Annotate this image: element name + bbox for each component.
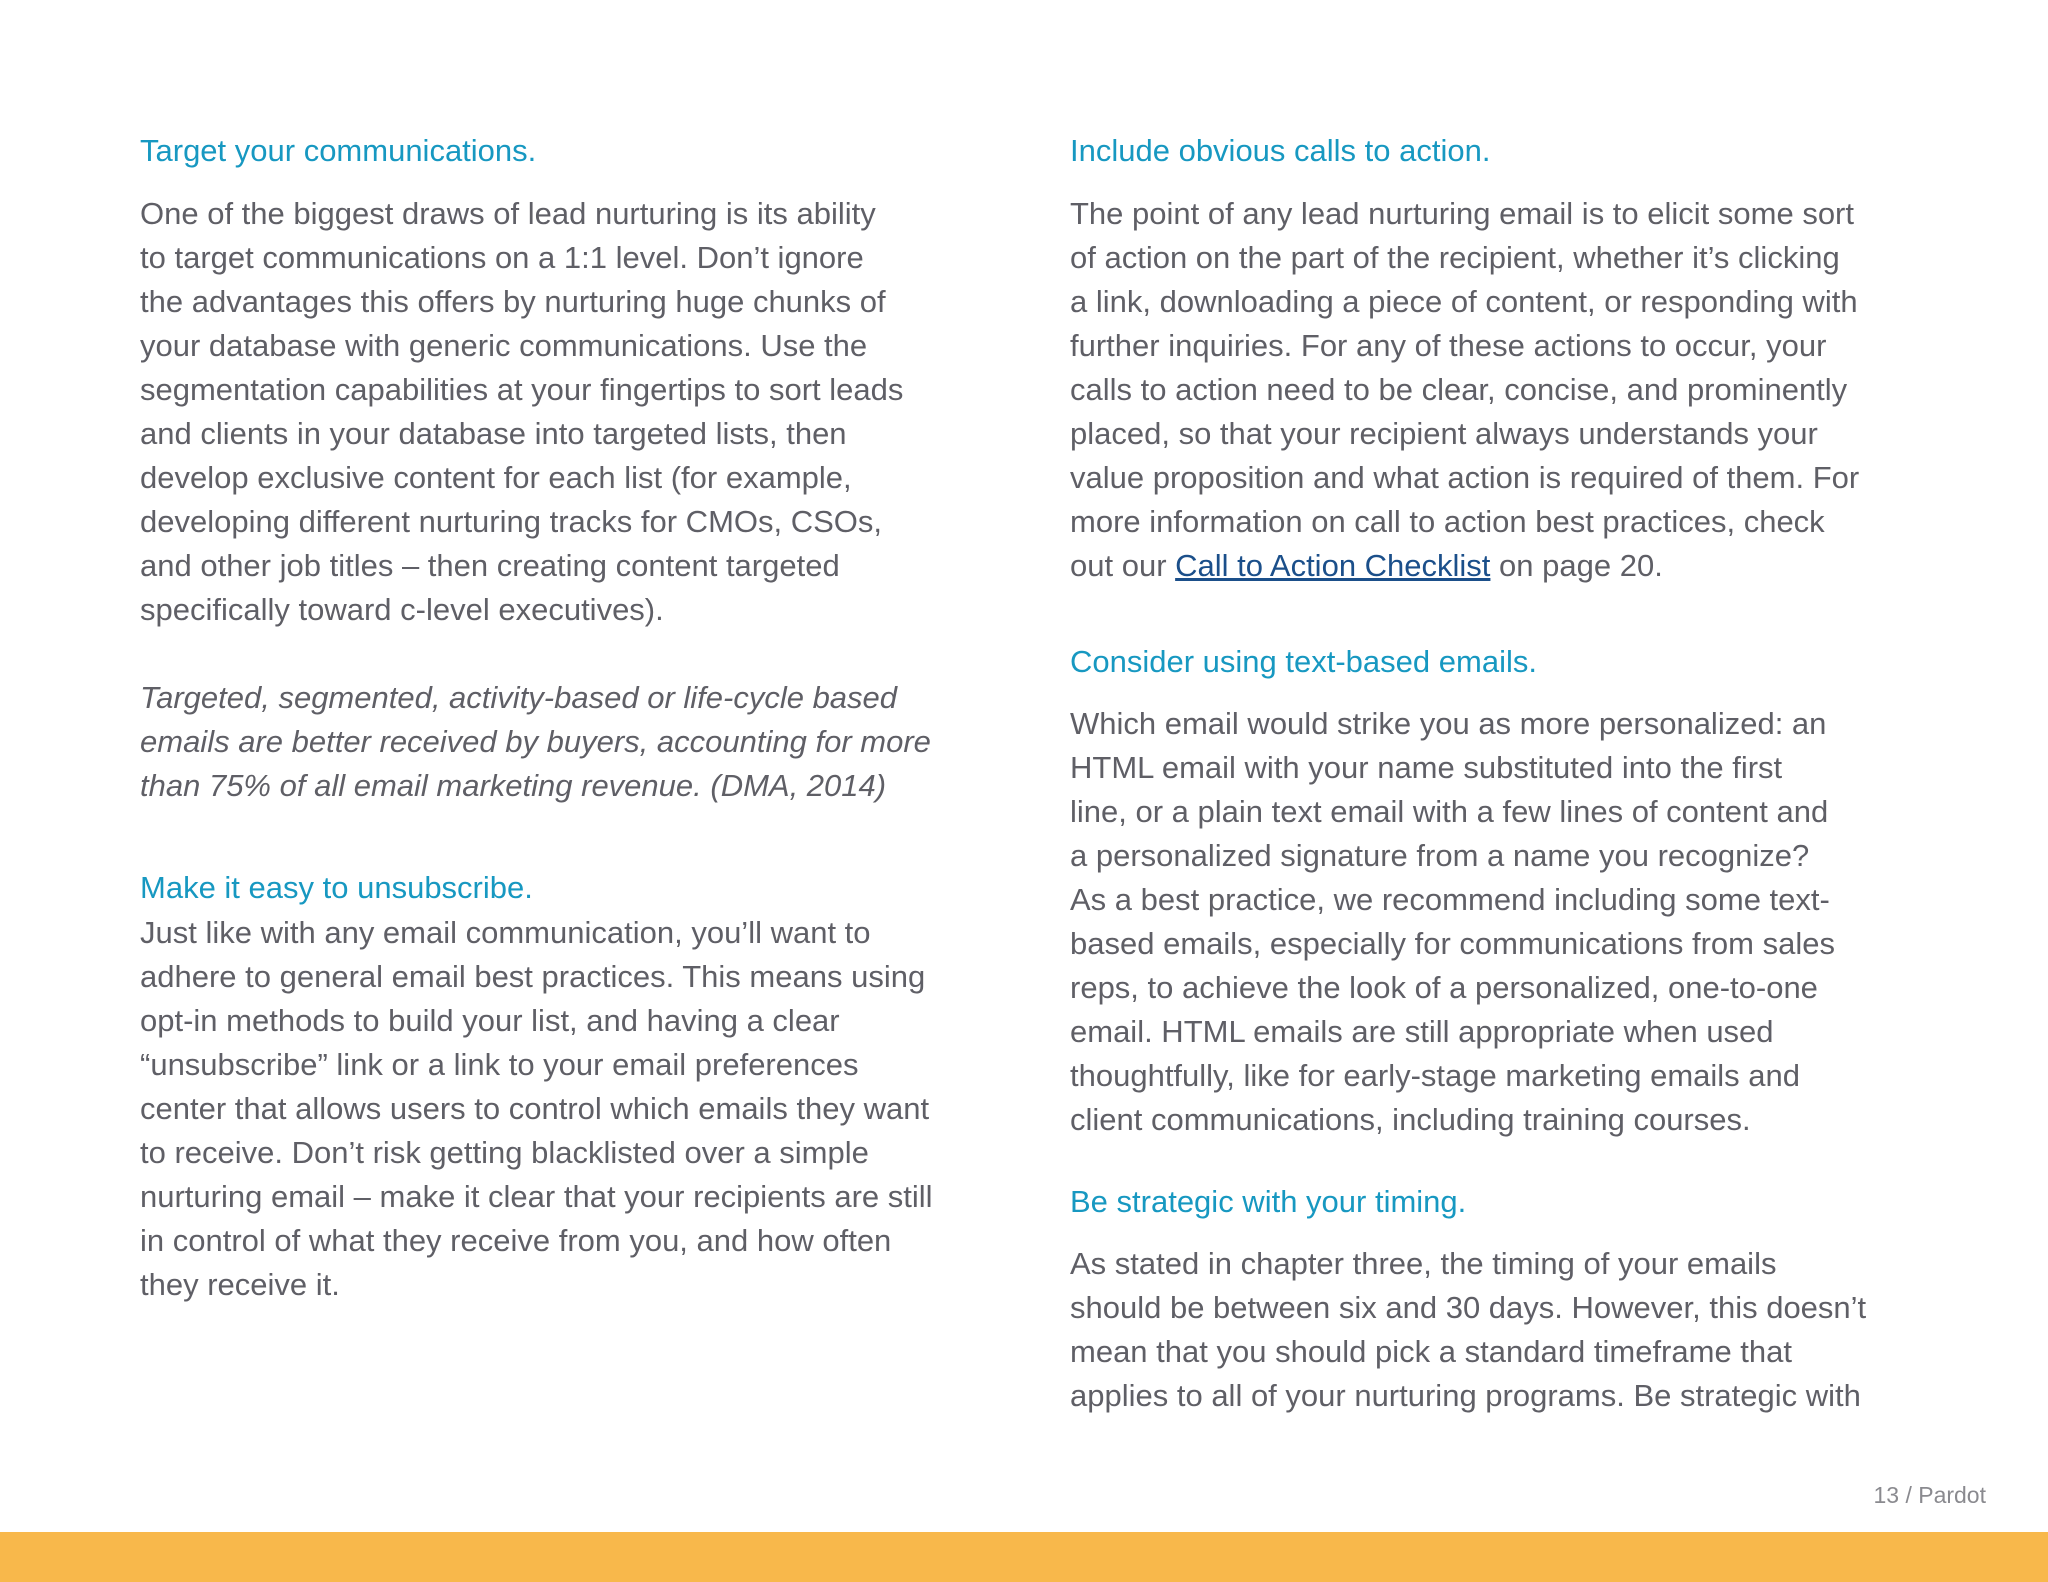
text-line: than 75% of all email marketing revenue. (DMA, 2014) xyxy=(140,768,887,803)
text-line: mean that you should pick a standard timeframe that xyxy=(1070,1334,1793,1369)
text-line: As a best practice, we recommend including some text- xyxy=(1070,882,1830,917)
text-line: further inquiries. For any of these actions to occur, your xyxy=(1070,328,1827,363)
text-line: center that allows users to control which emails they want xyxy=(140,1091,930,1126)
text-line: a link, downloading a piece of content, or responding with xyxy=(1070,284,1858,319)
text-line: to receive. Don’t risk getting blacklisted over a simple xyxy=(140,1135,869,1170)
text-fragment: on page 20. xyxy=(1490,548,1663,583)
text-line: based emails, especially for communications from sales xyxy=(1070,926,1835,961)
paragraph-text-based-emails xyxy=(1070,702,1835,1142)
text-line: The point of any lead nurturing email is to elicit some sort xyxy=(1070,196,1854,231)
text-line: value proposition and what action is required of them. For xyxy=(1070,460,1860,495)
text-line: in control of what they receive from you, and how often xyxy=(140,1223,892,1258)
text-line: reps, to achieve the look of a personalized, one-to-one xyxy=(1070,970,1818,1005)
text-line: email. HTML emails are still appropriate when used xyxy=(1070,1014,1774,1049)
heading-calls-to-action: Include obvious calls to action. xyxy=(1070,133,1491,168)
text-line: and other job titles – then creating content targeted xyxy=(140,548,840,583)
text-line: nurturing email – make it clear that your recipients are still xyxy=(140,1179,933,1214)
paragraph-target-communications xyxy=(140,192,903,632)
text-line: develop exclusive content for each list (for example, xyxy=(140,460,852,495)
text-line: “unsubscribe” link or a link to your email preferences xyxy=(140,1047,859,1082)
text-line: Targeted, segmented, activity-based or life-cycle based xyxy=(140,680,898,715)
text-line: specifically toward c-level executives). xyxy=(140,592,664,627)
text-line: to target communications on a 1:1 level. Don’t ignore xyxy=(140,240,864,275)
text-line: Just like with any email communication, you’ll want to xyxy=(140,915,871,950)
text-line: applies to all of your nurturing programs. Be strategic with xyxy=(1070,1378,1861,1413)
text-line: the advantages this offers by nurturing huge chunks of xyxy=(140,284,886,319)
text-line: and clients in your database into targeted lists, then xyxy=(140,416,847,451)
text-line: should be between six and 30 days. However, this doesn’t xyxy=(1070,1290,1867,1325)
text-line: HTML email with your name substituted into the first xyxy=(1070,750,1783,785)
heading-target-communications: Target your communications. xyxy=(140,133,537,168)
text-line: One of the biggest draws of lead nurturing is its ability xyxy=(140,196,876,231)
call-to-action-checklist-link[interactable]: Call to Action Checklist xyxy=(1175,548,1491,583)
text-line: Which email would strike you as more personalized: an xyxy=(1070,706,1827,741)
statistic-quote xyxy=(140,676,931,808)
text-line: more information on call to action best practices, check xyxy=(1070,504,1825,539)
page-number: 13 / Pardot xyxy=(1873,1482,1986,1508)
text-fragment: out our xyxy=(1070,548,1176,583)
text-line: they receive it. xyxy=(140,1267,340,1302)
heading-timing: Be strategic with your timing. xyxy=(1070,1184,1467,1219)
heading-unsubscribe: Make it easy to unsubscribe. xyxy=(140,870,533,905)
text-line: adhere to general email best practices. This means using xyxy=(140,959,926,994)
text-line: calls to action need to be clear, concise, and prominently xyxy=(1070,372,1848,407)
text-line: emails are better received by buyers, accounting for more xyxy=(140,724,931,759)
text-line: line, or a plain text email with a few lines of content and xyxy=(1070,794,1829,829)
text-line: developing different nurturing tracks for CMOs, CSOs, xyxy=(140,504,883,539)
heading-text-based-emails: Consider using text-based emails. xyxy=(1070,644,1537,679)
paragraph-timing xyxy=(1070,1242,1866,1418)
text-line: placed, so that your recipient always understands your xyxy=(1070,416,1818,451)
text-line: segmentation capabilities at your fingertips to sort leads xyxy=(140,372,904,407)
text-line: your database with generic communications. Use the xyxy=(140,328,868,363)
text-line-with-link xyxy=(1070,544,1859,588)
text-line: client communications, including training courses. xyxy=(1070,1102,1751,1137)
text-line: As stated in chapter three, the timing of your emails xyxy=(1070,1246,1777,1281)
text-line: opt-in methods to build your list, and having a clear xyxy=(140,1003,840,1038)
text-line: thoughtfully, like for early-stage marketing emails and xyxy=(1070,1058,1800,1093)
paragraph-unsubscribe xyxy=(140,911,933,1307)
text-line: a personalized signature from a name you recognize? xyxy=(1070,838,1810,873)
footer-accent-bar xyxy=(0,1532,2048,1582)
paragraph-calls-to-action xyxy=(1070,192,1859,588)
text-line: of action on the part of the recipient, whether it’s clicking xyxy=(1070,240,1840,275)
